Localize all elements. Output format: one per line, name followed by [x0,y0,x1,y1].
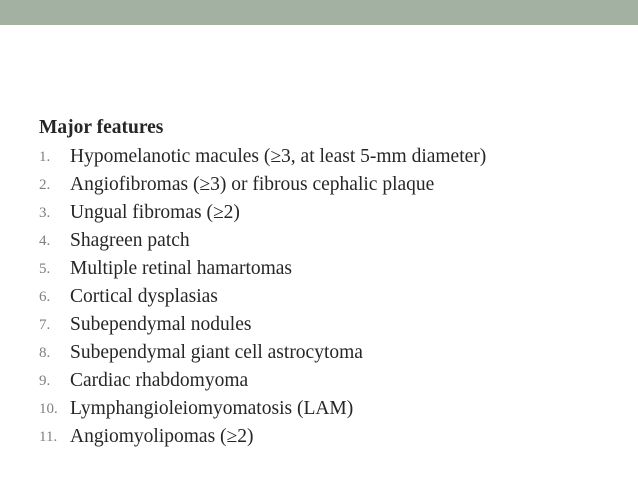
item-text: Hypomelanotic macules (≥3, at least 5-mm diameter) [70,146,487,167]
item-text: Angiofibromas (≥3) or fibrous cephalic plaque [70,174,435,195]
item-number: 6. [39,289,51,305]
item-text: Multiple retinal hamartomas [70,258,293,279]
item-number: 7. [39,317,51,333]
list-item [39,395,629,423]
item-number: 9. [39,373,51,389]
item-number: 5. [39,261,51,277]
item-number: 2. [39,177,51,193]
item-number: 10. [39,401,58,417]
item-number: 3. [39,205,51,221]
item-number: 8. [39,345,51,361]
list-item [39,143,629,171]
list-item [39,367,629,395]
item-text: Cardiac rhabdomyoma [70,370,249,391]
list-item [39,423,629,451]
item-text: Shagreen patch [70,230,190,251]
item-number: 11. [39,429,58,445]
feature-list [39,143,629,451]
item-text: Subependymal nodules [70,314,252,335]
item-text: Ungual fibromas (≥2) [70,202,240,223]
list-item [39,255,629,283]
item-number: 1. [39,149,51,165]
item-text: Cortical dysplasias [70,286,218,307]
list-item [39,339,629,367]
item-number: 4. [39,233,51,249]
item-text: Angiomyolipomas (≥2) [70,426,254,447]
slide-content [39,115,629,451]
slide-heading: Major features [39,117,164,138]
item-text: Lymphangioleiomyomatosis (LAM) [70,398,354,419]
item-text: Subependymal giant cell astrocytoma [70,342,363,363]
list-item [39,283,629,311]
list-item [39,311,629,339]
list-item [39,171,629,199]
list-item [39,199,629,227]
top-accent-bar [0,0,638,25]
list-item [39,227,629,255]
